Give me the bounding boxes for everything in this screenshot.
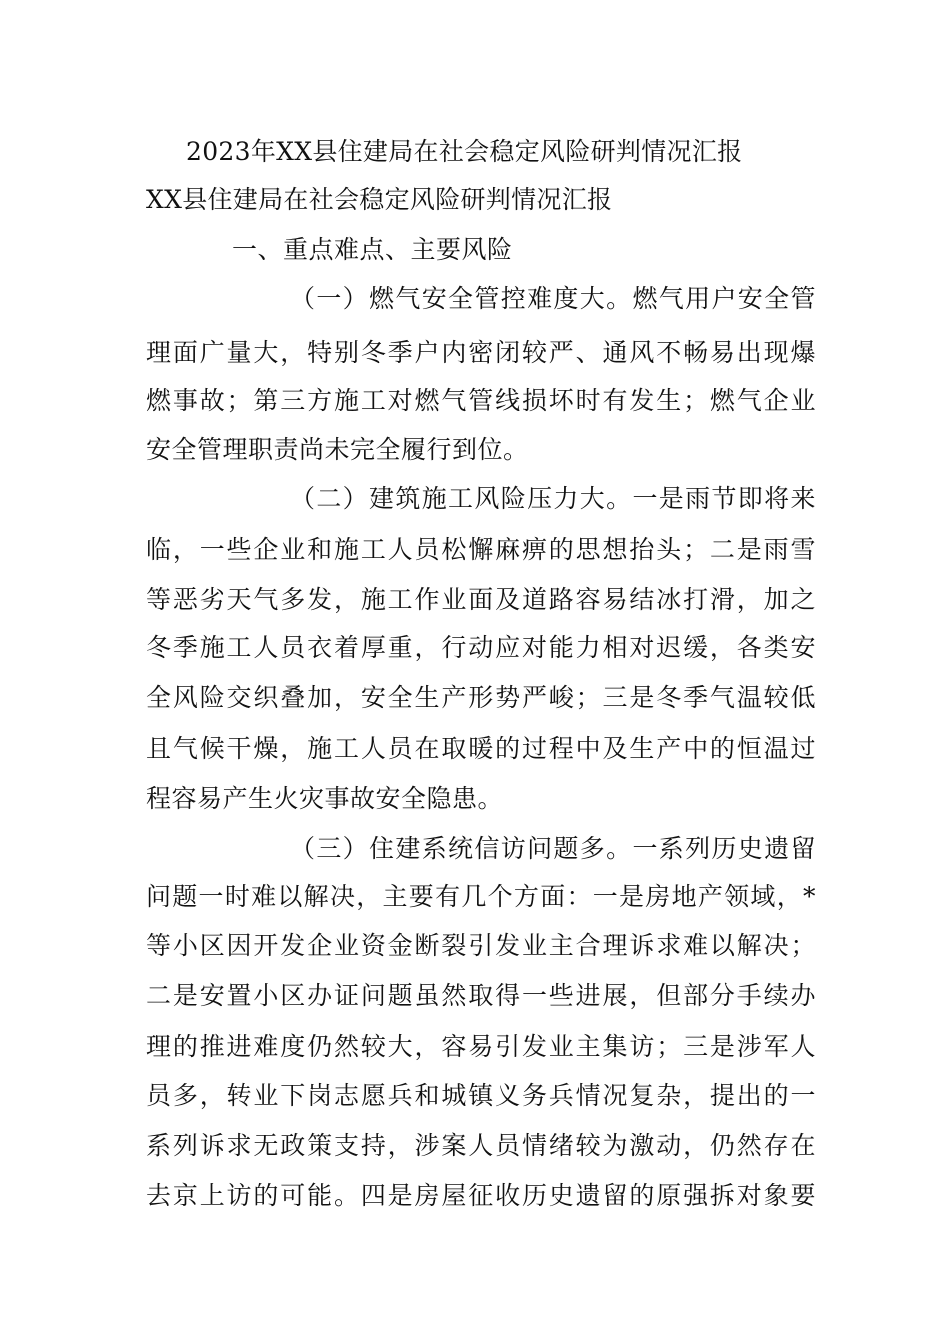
paragraph-3-line-4: 二是安置小区办证问题虽然取得一些进展，但部分手续办 bbox=[146, 981, 816, 1010]
paragraph-2-line-1: （二）建筑施工风险压力大。一是雨节即将来 bbox=[290, 484, 816, 513]
paragraph-3-line-8: 去京上访的可能。四是房屋征收历史遗留的原强拆对象要 bbox=[146, 1181, 816, 1210]
paragraph-2-line-5: 全风险交织叠加，安全生产形势严峻；三是冬季气温较低 bbox=[146, 683, 816, 712]
section-heading: 一、重点难点、主要风险 bbox=[232, 235, 513, 264]
paragraph-3-line-3: 等小区因开发企业资金断裂引发业主合理诉求难以解决； bbox=[146, 931, 816, 960]
paragraph-1-line-3: 燃事故；第三方施工对燃气管线损坏时有发生；燃气企业 bbox=[146, 386, 816, 415]
paragraph-3-line-1: （三）住建系统信访问题多。一系列历史遗留 bbox=[290, 834, 816, 863]
document-subtitle: XX县住建局在社会稳定风险研判情况汇报 bbox=[146, 185, 613, 214]
paragraph-1-line-4: 安全管理职责尚未完全履行到位。 bbox=[146, 435, 529, 464]
paragraph-2-line-4: 冬季施工人员衣着厚重，行动应对能力相对迟缓，各类安 bbox=[146, 633, 816, 662]
paragraph-3-line-6: 员多，转业下岗志愿兵和城镇义务兵情况复杂，提出的一 bbox=[146, 1081, 816, 1110]
paragraph-2-line-3: 等恶劣天气多发，施工作业面及道路容易结冰打滑，加之 bbox=[146, 585, 816, 614]
paragraph-2-line-6: 且气候干燥，施工人员在取暖的过程中及生产中的恒温过 bbox=[146, 734, 816, 763]
document-title: 2023年XX县住建局在社会稳定风险研判情况汇报 bbox=[186, 137, 743, 166]
paragraph-3-line-5: 理的推进难度仍然较大，容易引发业主集访；三是涉军人 bbox=[146, 1032, 816, 1061]
paragraph-1-line-1: （一）燃气安全管控难度大。燃气用户安全管 bbox=[290, 284, 816, 313]
paragraph-1-line-2: 理面广量大，特别冬季户内密闭较严、通风不畅易出现爆 bbox=[146, 338, 816, 367]
paragraph-3-line-2: 问题一时难以解决，主要有几个方面：一是房地产领域，* bbox=[146, 882, 816, 911]
paragraph-2-line-2: 临，一些企业和施工人员松懈麻痹的思想抬头；二是雨雪 bbox=[146, 535, 816, 564]
paragraph-2-line-7: 程容易产生火灾事故安全隐患。 bbox=[146, 784, 504, 813]
paragraph-3-line-7: 系列诉求无政策支持，涉案人员情绪较为激动，仍然存在 bbox=[146, 1131, 816, 1160]
